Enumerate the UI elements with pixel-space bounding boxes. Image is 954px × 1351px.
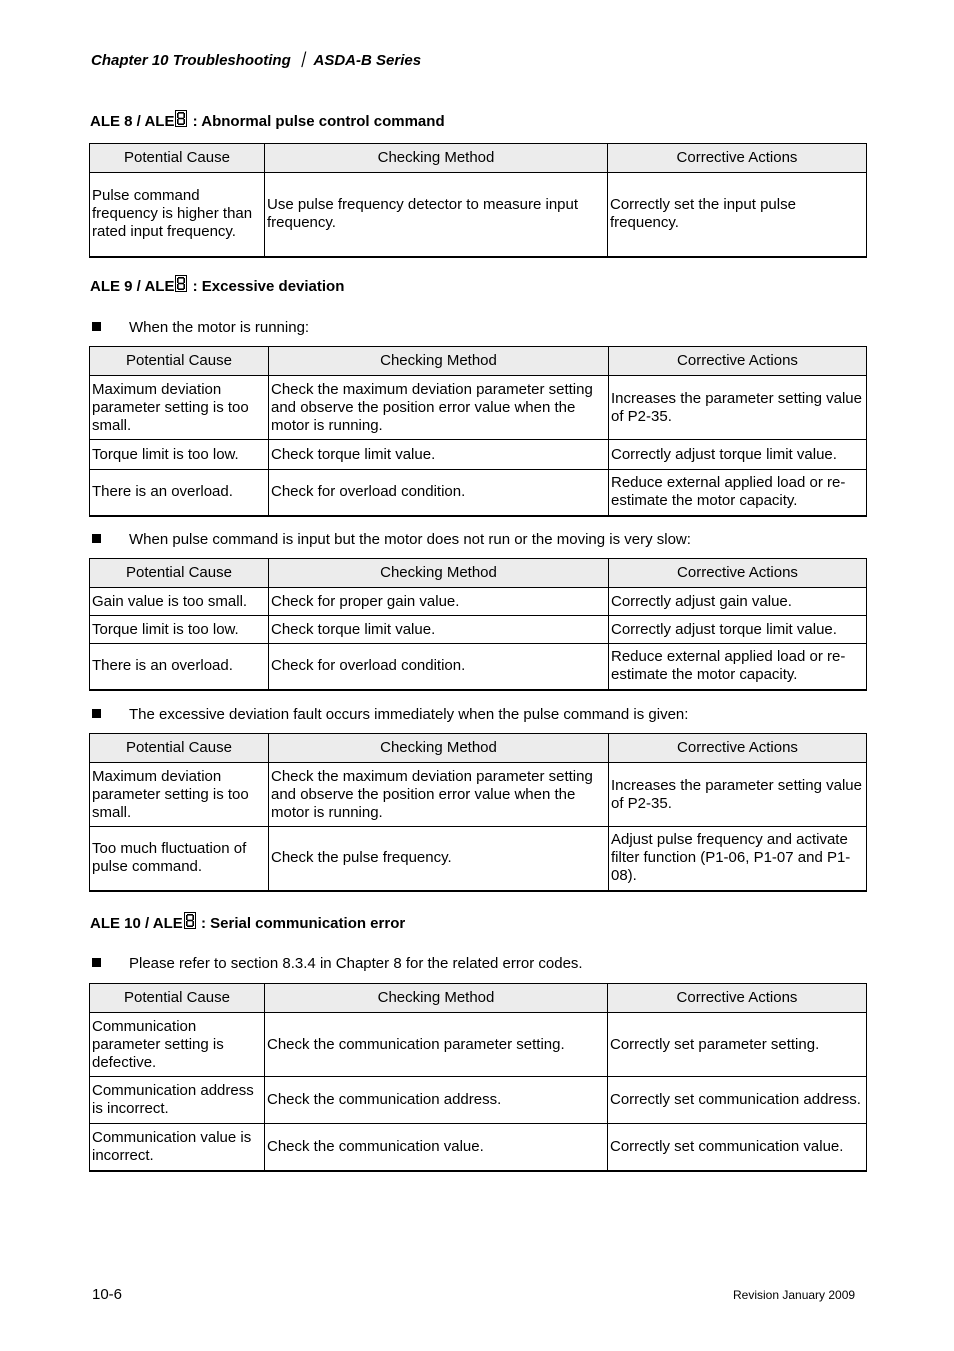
ale8-heading-prefix: ALE 8 / ALE (90, 113, 175, 130)
bullet-text: Please refer to section 8.3.4 in Chapter 8 for the related error codes. (129, 955, 583, 972)
col-header-method: Checking Method (265, 144, 608, 173)
action-cell: Correctly adjust torque limit value. (609, 440, 867, 470)
cause-cell: Gain value is too small. (90, 588, 269, 616)
table-row (90, 1077, 867, 1124)
bullet-text: When pulse command is input but the motor does not run or the moving is very slow: (129, 531, 691, 548)
table-row (90, 440, 867, 470)
cause-cell: Communication address is incorrect. (90, 1077, 265, 1124)
method-cell: Check the communication value. (265, 1124, 608, 1171)
method-cell: Check for overload condition. (269, 470, 609, 516)
col-header-cause: Potential Cause (90, 984, 265, 1013)
cause-cell: Communication parameter setting is defective. (90, 1013, 265, 1077)
table-row (90, 763, 867, 827)
ale9-bullet-running (92, 319, 309, 336)
seven-segment-display-icon (184, 912, 196, 929)
cause-cell: Pulse command frequency is higher than rated input frequency. (90, 173, 265, 257)
col-header-cause: Potential Cause (90, 347, 269, 376)
method-cell: Check the pulse frequency. (269, 827, 609, 891)
col-header-method: Checking Method (269, 734, 609, 763)
action-cell: Adjust pulse frequency and activate filter function (P1-06, P1-07 and P1-08). (609, 827, 867, 891)
action-cell: Correctly set communication address. (608, 1077, 867, 1124)
ale10-bullet (92, 955, 583, 972)
bullet-text: When the motor is running: (129, 319, 310, 336)
col-header-method: Checking Method (269, 347, 609, 376)
table-row (90, 616, 867, 644)
bullet-square-icon (92, 958, 101, 967)
bullet-square-icon (92, 709, 101, 718)
ale8-heading-title: : Abnormal pulse control command (188, 113, 445, 130)
col-header-cause: Potential Cause (90, 144, 265, 173)
method-cell: Check the communication parameter setting. (265, 1013, 608, 1077)
action-cell: Correctly adjust gain value. (609, 588, 867, 616)
revision-note: Revision January 2009 (733, 1288, 856, 1302)
col-header-cause: Potential Cause (90, 734, 269, 763)
seven-segment-display-icon (175, 275, 187, 292)
method-cell: Use pulse frequency detector to measure input frequency. (265, 173, 608, 257)
method-cell: Check the maximum deviation parameter setting and observe the position error value when the motor is running. (269, 763, 609, 827)
action-cell: Reduce external applied load or re-estimate the motor capacity. (609, 470, 867, 516)
cause-cell: Torque limit is too low. (90, 616, 269, 644)
bullet-square-icon (92, 534, 101, 543)
action-cell: Correctly set parameter setting. (608, 1013, 867, 1077)
ale10-heading-prefix: ALE 10 / ALE (90, 915, 183, 932)
page-number: 10-6 (92, 1286, 123, 1303)
cause-cell: Maximum deviation parameter setting is too small. (90, 763, 269, 827)
chapter-header: Chapter 10 Troubleshooting ｜ ASDA-B Series (91, 52, 422, 69)
cause-cell: Too much fluctuation of pulse command. (90, 827, 269, 891)
col-header-actions: Corrective Actions (608, 144, 867, 173)
method-cell: Check the maximum deviation parameter setting and observe the position error value when the motor is running. (269, 376, 609, 440)
action-cell: Increases the parameter setting value of P2-35. (609, 763, 867, 827)
action-cell: Correctly adjust torque limit value. (609, 616, 867, 644)
table-row (90, 470, 867, 516)
bullet-square-icon (92, 322, 101, 331)
method-cell: Check the communication address. (265, 1077, 608, 1124)
ale10-heading (90, 912, 405, 932)
table-row (90, 827, 867, 891)
col-header-method: Checking Method (265, 984, 608, 1013)
action-cell: Correctly set communication value. (608, 1124, 867, 1171)
col-header-actions: Corrective Actions (609, 734, 867, 763)
seven-segment-display-icon (175, 110, 187, 127)
action-cell: Correctly set the input pulse frequency. (608, 173, 867, 257)
table-row (90, 644, 867, 690)
method-cell: Check for proper gain value. (269, 588, 609, 616)
table-row (90, 1124, 867, 1171)
col-header-cause: Potential Cause (90, 559, 269, 588)
ale9-heading-title: : Excessive deviation (188, 278, 345, 295)
ale9-bullet-immediate (92, 706, 688, 723)
ale9-table-immediate (89, 733, 867, 892)
ale10-heading-title: : Serial communication error (196, 915, 406, 932)
ale9-table-slow (89, 558, 867, 691)
col-header-actions: Corrective Actions (609, 559, 867, 588)
ale10-table (89, 983, 867, 1172)
col-header-actions: Corrective Actions (608, 984, 867, 1013)
action-cell: Increases the parameter setting value of P2-35. (609, 376, 867, 440)
bullet-text: The excessive deviation fault occurs immediately when the pulse command is given: (129, 706, 689, 723)
ale8-table (89, 143, 867, 258)
ale9-table-running (89, 346, 867, 517)
method-cell: Check torque limit value. (269, 440, 609, 470)
method-cell: Check for overload condition. (269, 644, 609, 690)
table-row (90, 173, 867, 257)
cause-cell: Communication value is incorrect. (90, 1124, 265, 1171)
col-header-method: Checking Method (269, 559, 609, 588)
ale8-heading (90, 110, 445, 130)
ale9-heading (90, 275, 344, 295)
table-row (90, 376, 867, 440)
table-row (90, 1013, 867, 1077)
ale9-bullet-slow (92, 531, 691, 548)
cause-cell: There is an overload. (90, 470, 269, 516)
ale9-heading-prefix: ALE 9 / ALE (90, 278, 175, 295)
cause-cell: Maximum deviation parameter setting is too small. (90, 376, 269, 440)
cause-cell: Torque limit is too low. (90, 440, 269, 470)
method-cell: Check torque limit value. (269, 616, 609, 644)
action-cell: Reduce external applied load or re-estimate the motor capacity. (609, 644, 867, 690)
col-header-actions: Corrective Actions (609, 347, 867, 376)
cause-cell: There is an overload. (90, 644, 269, 690)
table-row (90, 588, 867, 616)
